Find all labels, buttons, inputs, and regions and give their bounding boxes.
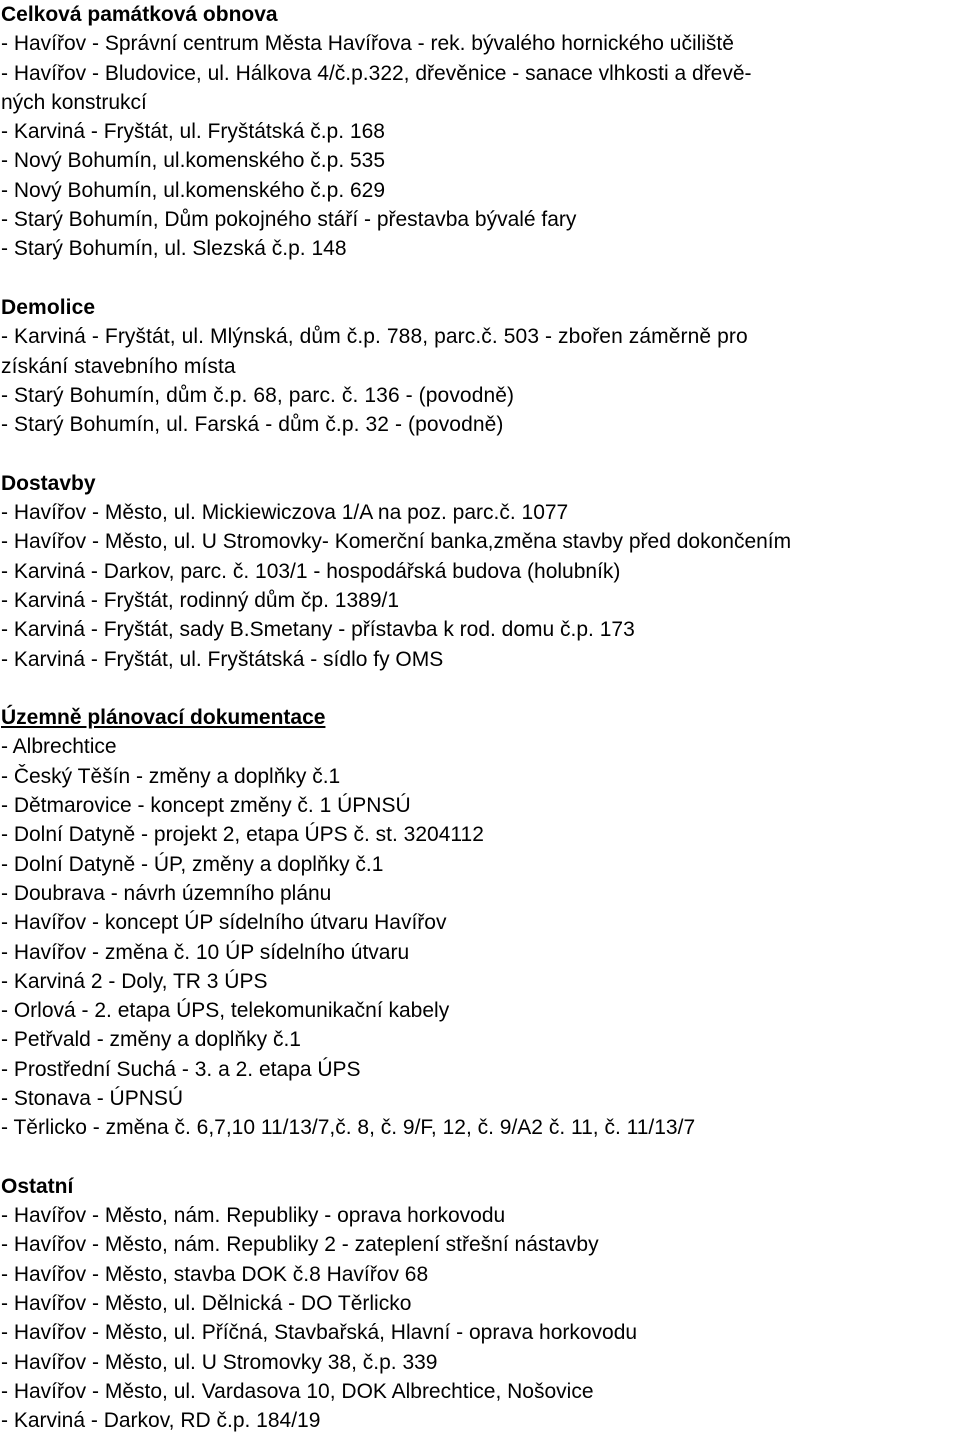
section-spacer xyxy=(1,264,959,293)
section-dostavby xyxy=(1,469,959,674)
section-ostatni xyxy=(1,1172,959,1436)
list-item: - Havířov - Město, nám. Republiky - oprava horkovodu xyxy=(1,1204,506,1228)
list-item: - Havířov - koncept ÚP sídelního útvaru Havířov xyxy=(1,911,447,935)
section-heading: Ostatní xyxy=(1,1174,74,1198)
list-item: - Havířov - Město, ul. Dělnická - DO Těrlicko xyxy=(1,1292,412,1316)
list-item: - Starý Bohumín, ul. Farská - dům č.p. 32 - (povodně) xyxy=(1,413,504,437)
document-page xyxy=(1,0,959,1436)
section-heading: Demolice xyxy=(1,295,96,319)
list-item: - Havířov - Město, ul. U Stromovky 38, č.p. 339 xyxy=(1,1350,438,1374)
list-item: ných konstrukcí xyxy=(1,90,147,114)
list-item: - Havířov - Město, ul. Vardasova 10, DOK Albrechtice, Nošovice xyxy=(1,1379,594,1403)
list-item: - Karviná - Fryštát, ul. Fryštátská - sídlo fy OMS xyxy=(1,647,444,671)
list-item: - Český Těšín - změny a doplňky č.1 xyxy=(1,764,341,788)
section-spacer xyxy=(1,1143,959,1172)
list-item: - Karviná - Darkov, parc. č. 103/1 - hospodářská budova (holubník) xyxy=(1,559,621,583)
list-item: - Havířov - Město, ul. Příčná, Stavbařská, Hlavní - oprava horkovodu xyxy=(1,1321,638,1345)
list-item: - Havířov - Správní centrum Města Havířova - rek. bývalého hornického učiliště xyxy=(1,32,734,56)
list-item: - Nový Bohumín, ul.komenského č.p. 535 xyxy=(1,149,386,173)
list-item: získání stavebního místa xyxy=(1,354,236,378)
list-item: - Orlová - 2. etapa ÚPS, telekomunikační kabely xyxy=(1,999,450,1023)
list-item: - Havířov - Město, stavba DOK č.8 Havířov 68 xyxy=(1,1262,429,1286)
list-item: - Dolní Datyně - projekt 2, etapa ÚPS č. st. 3204112 xyxy=(1,823,484,847)
section-heading: Celková památková obnova xyxy=(1,3,278,26)
list-item: - Karviná - Darkov, RD č.p. 184/19 xyxy=(1,1409,321,1433)
list-item: - Nový Bohumín, ul.komenského č.p. 629 xyxy=(1,178,386,202)
list-item: - Dolní Datyně - ÚP, změny a doplňky č.1 xyxy=(1,852,384,876)
section-spacer xyxy=(1,674,959,703)
list-item: - Starý Bohumín, ul. Slezská č.p. 148 xyxy=(1,237,347,261)
list-item: - Havířov - Bludovice, ul. Hálkova 4/č.p.322, dřevěnice - sanace vlhkosti a dřevě- xyxy=(1,61,752,85)
section-demolice xyxy=(1,293,959,439)
section-heading: Dostavby xyxy=(1,471,96,495)
section-heading: Územně plánovací dokumentace xyxy=(1,706,326,730)
list-item: - Karviná - Fryštát, rodinný dům čp. 1389/1 xyxy=(1,588,400,612)
list-item: - Havířov - Město, ul. U Stromovky- Komerční banka,změna stavby před dokončením xyxy=(1,530,792,554)
list-item: - Karviná - Fryštát, ul. Fryštátská č.p. 168 xyxy=(1,120,385,144)
list-item: - Dětmarovice - koncept změny č. 1 ÚPNSÚ xyxy=(1,794,411,818)
section-spacer xyxy=(1,439,959,468)
section-celkova-pamatkova-obnova xyxy=(1,0,959,264)
list-item: - Havířov - Město, ul. Mickiewiczova 1/A na poz. parc.č. 1077 xyxy=(1,501,569,525)
list-item: - Stonava - ÚPNSÚ xyxy=(1,1086,184,1110)
list-item: - Havířov - změna č. 10 ÚP sídelního útvaru xyxy=(1,940,410,964)
list-item: - Starý Bohumín, Dům pokojného stáří - přestavba bývalé fary xyxy=(1,208,577,232)
list-item: - Karviná 2 - Doly, TR 3 ÚPS xyxy=(1,969,268,993)
list-item: - Havířov - Město, nám. Republiky 2 - zateplení střešní nástavby xyxy=(1,1233,599,1257)
list-item: - Petřvald - změny a doplňky č.1 xyxy=(1,1028,301,1052)
list-item: - Starý Bohumín, dům č.p. 68, parc. č. 136 - (povodně) xyxy=(1,383,515,407)
list-item: - Těrlicko - změna č. 6,7,10 11/13/7,č. 8, č. 9/F, 12, č. 9/A2 č. 11, č. 11/13/7 xyxy=(1,1116,696,1140)
section-uzemne-planovaci-dokumentace xyxy=(1,703,959,1142)
list-item: - Karviná - Fryštát, ul. Mlýnská, dům č.p. 788, parc.č. 503 - zbořen záměrně pro xyxy=(1,325,748,349)
list-item: - Karviná - Fryštát, sady B.Smetany - přístavba k rod. domu č.p. 173 xyxy=(1,618,635,642)
list-item: - Doubrava - návrh územního plánu xyxy=(1,881,332,905)
list-item: - Prostřední Suchá - 3. a 2. etapa ÚPS xyxy=(1,1057,361,1081)
list-item: - Albrechtice xyxy=(1,735,117,759)
